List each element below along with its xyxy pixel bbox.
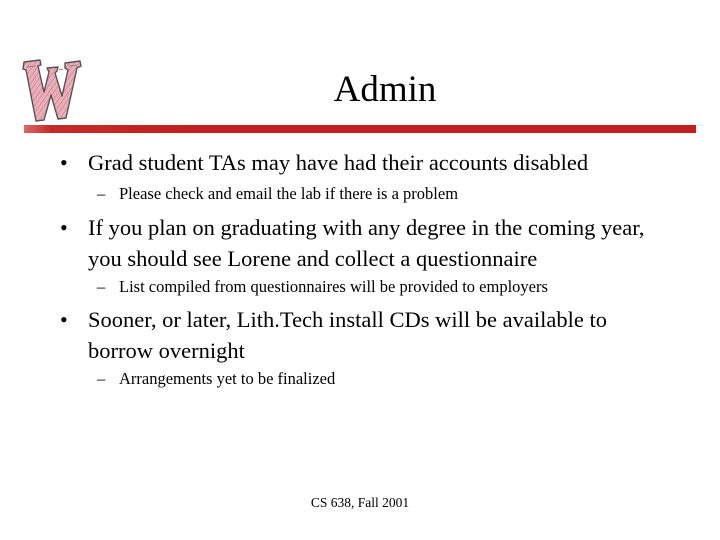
sub-bullet-text: Please check and email the lab if there is a problem	[119, 184, 459, 203]
bullet-marker: •	[60, 307, 68, 332]
sub-bullet-marker: –	[97, 184, 106, 203]
bullet-text: Sooner, or later, Lith.Tech install CDs will be available to borrow overnight	[88, 307, 607, 363]
sub-bullet-marker: –	[97, 369, 106, 388]
bullet-marker: •	[60, 215, 68, 240]
sub-bullet-text: Arrangements yet to be finalized	[119, 369, 336, 388]
bullet-marker: •	[60, 150, 68, 175]
bullet-text: Grad student TAs may have had their accounts disabled	[88, 150, 589, 175]
slide-title: Admin	[333, 69, 437, 110]
bullet-text: If you plan on graduating with any degree in the coming year, you should see Lorene and collect a questionnaire	[88, 215, 645, 271]
slide-footer: CS 638, Fall 2001	[310, 495, 410, 510]
sub-bullet-text: List compiled from questionnaires will be provided to employers	[119, 277, 548, 296]
title-divider	[24, 125, 696, 133]
sub-bullet-marker: –	[97, 277, 106, 296]
wisconsin-w-logo-icon	[18, 52, 98, 128]
